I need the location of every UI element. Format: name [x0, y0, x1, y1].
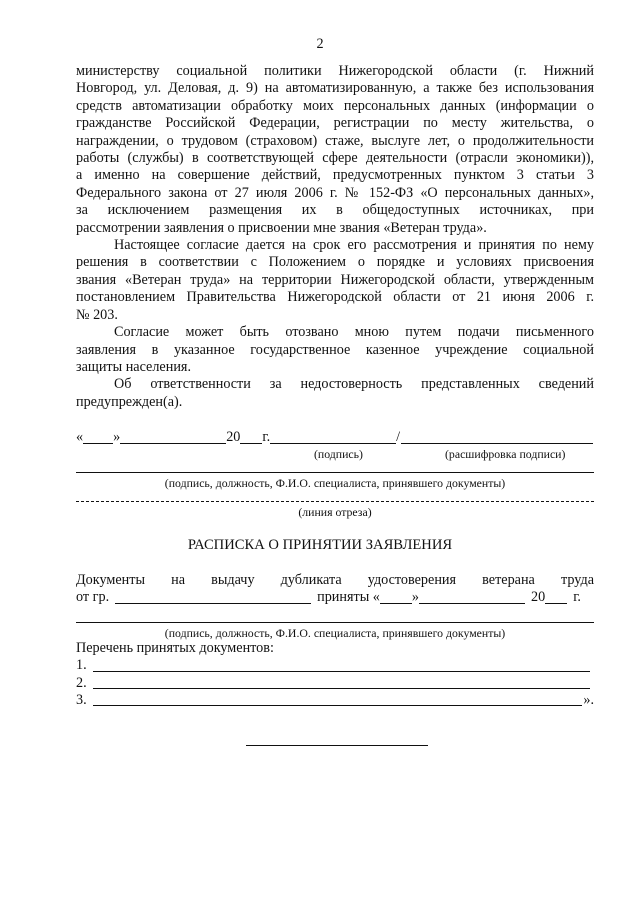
document-item-3 — [76, 692, 594, 709]
bottom-rule — [246, 745, 428, 746]
text-line: защиты населения. — [76, 358, 191, 375]
document-item-2 — [76, 675, 594, 692]
text-line: за исключением размещения их в общедоступных источниках, при — [76, 202, 594, 219]
text-line: министерству социальной политики Нижегородской области (г. Нижний — [76, 63, 594, 79]
text-line: а именно на совершение действий, предусмотренных пунктом 3 статьи 3 — [76, 167, 594, 184]
close-quote: » — [411, 589, 419, 606]
cut-line — [76, 501, 594, 502]
caption-receipt-specialist: (подпись, должность, Ф.И.О. специалиста, принявшего документы) — [164, 625, 506, 640]
signature-date-line — [76, 429, 594, 446]
signature-captions — [76, 447, 594, 461]
from-label: от гр. — [76, 589, 110, 606]
text-line: предупрежден(а). — [76, 393, 183, 410]
text-line: работы (службы) в соответствующей сфере деятельности (отрасли экономики)), — [76, 150, 594, 167]
text-line: награждении, о трудовом (страховом) стаже, выслуге лет, о продолжительности — [76, 132, 594, 149]
text-line: Федерального закона от 27 июля 2006 г. № 152-ФЗ «О персональных данных», — [76, 184, 594, 201]
specialist-line[interactable] — [76, 472, 594, 473]
liability-paragraph — [76, 376, 594, 411]
day-blank[interactable] — [83, 431, 113, 444]
year-blank[interactable] — [545, 591, 567, 604]
citizen-name-blank[interactable] — [115, 591, 311, 604]
item-number: 3. — [76, 692, 87, 709]
text-line: № 203. — [76, 306, 118, 323]
end-mark: ». — [583, 692, 594, 709]
document-item-blank[interactable] — [93, 676, 590, 689]
caption-decoding: (расшифровка подписи) — [445, 446, 566, 461]
year-suffix: г. — [573, 589, 581, 606]
slash: / — [396, 429, 401, 446]
document-item-1 — [76, 657, 594, 674]
receipt-title: РАСПИСКА О ПРИНЯТИИ ЗАЯВЛЕНИЯ — [187, 537, 453, 553]
text-line: рассмотрении заявления о присвоении мне звания «Ветеран труда». — [76, 219, 487, 236]
accepted-label: приняты « — [317, 589, 380, 606]
year-prefix: 20 — [531, 589, 546, 606]
text-line: звания «Ветеран труда» на территории Нижегородской области, утвержденным — [76, 271, 594, 288]
consent-body — [76, 63, 594, 519]
documents-list-title: Перечень принятых документов: — [76, 639, 274, 656]
text-line: Об ответственности за недостоверность представленных сведений — [114, 376, 594, 393]
revocation-paragraph — [76, 324, 594, 376]
close-quote: » — [113, 429, 121, 446]
text-line: Настоящее согласие дается на срок его рассмотрения и принятия по нему — [114, 237, 594, 254]
consent-paragraph — [76, 63, 594, 237]
receipt-specialist-line[interactable] — [76, 622, 594, 623]
caption-cut-line: (линия отреза) — [298, 504, 372, 519]
text-line: заявления в указанное государственное казенное учреждение социальной — [76, 341, 594, 358]
document-item-blank[interactable] — [93, 693, 583, 706]
receipt-from-line — [76, 589, 594, 606]
receipt-line: Документы на выдачу дубликата удостоверения ветерана труда — [76, 572, 594, 588]
open-quote: « — [76, 429, 84, 446]
item-number: 1. — [76, 657, 87, 674]
signature-blank[interactable] — [270, 431, 396, 444]
text-line: постановлением Правительства Нижегородской области от 21 июня 2006 г. — [76, 289, 594, 306]
text-line: Согласие может быть отозвано мною путем подачи письменного — [114, 324, 594, 341]
caption-signature: (подпись) — [314, 446, 363, 461]
term-paragraph — [76, 237, 594, 324]
year-prefix: 20 — [226, 429, 241, 446]
text-line: решения в соответствии с Положением о порядке и условиях присвоения — [76, 254, 594, 271]
month-blank[interactable] — [120, 431, 226, 444]
text-line: Новгород, ул. Деловая, д. 9) на автоматизированную, а также без использования — [76, 80, 594, 97]
text-line: гражданстве Российской Федерации, регистрации по месту жительства, о — [76, 115, 594, 132]
year-blank[interactable] — [240, 431, 262, 444]
receipt-body — [76, 572, 594, 709]
decoding-blank[interactable] — [401, 431, 593, 444]
year-suffix: г. — [262, 429, 271, 446]
document-item-blank[interactable] — [93, 659, 590, 672]
day-blank[interactable] — [380, 591, 412, 604]
month-blank[interactable] — [419, 591, 525, 604]
caption-specialist: (подпись, должность, Ф.И.О. специалиста, принявшего документы) — [164, 475, 506, 490]
text-line: средств автоматизации обработку моих персональных данных (информации о — [76, 97, 594, 114]
page-number: 2 — [316, 36, 324, 52]
item-number: 2. — [76, 674, 87, 691]
